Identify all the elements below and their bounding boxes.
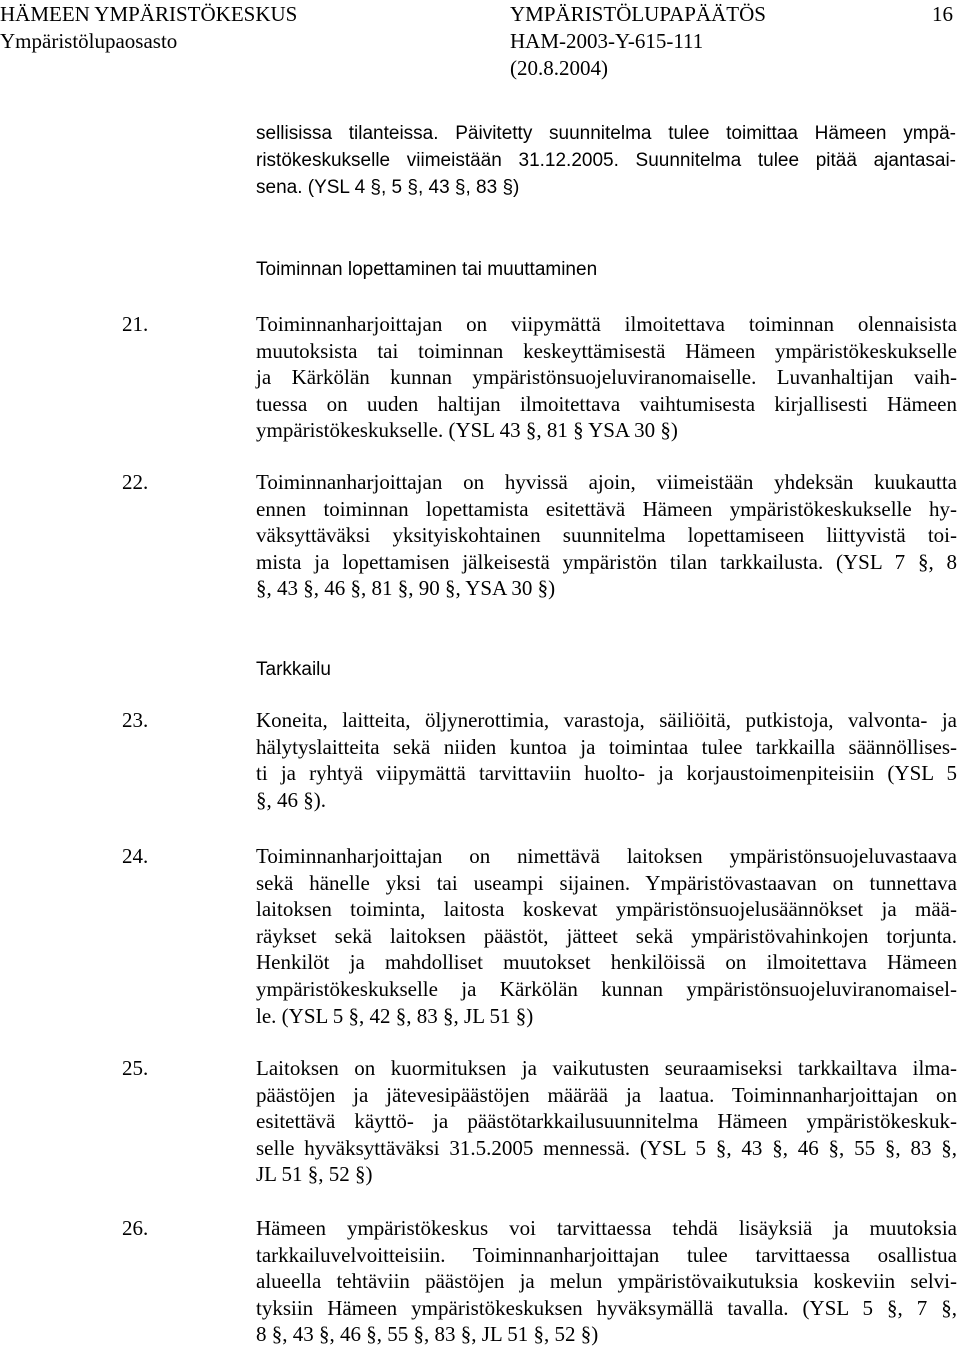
paragraph-line: ja Kärkölän kunnan ympäristönsuojeluviranomaiselle. Luvanhaltijan vaih- (256, 365, 957, 390)
paragraph-number: 21. (122, 312, 149, 336)
paragraph-line: tarkkailuvelvoitteisiin. Toiminnanharjoittajan tulee tarvittaessa osallistua (256, 1242, 957, 1267)
paragraph-line: ti ja ryhtyä viipymättä tarvittaviin huolto- ja korjaustoimenpiteisiin (YSL 5 (256, 761, 957, 786)
paragraph-number: 26. (122, 1216, 149, 1240)
paragraph-line: Henkilöt ja mahdolliset muutokset henkilöissä on ilmoitettava Hämeen (256, 950, 957, 975)
paragraph-line: ennen toiminnan lopettamista esitettävä Hämeen ympäristökeskukselle hy- (256, 496, 957, 521)
paragraph-line: väksyttäväksi yksityiskohtainen suunnitelma lopettamiseen liittyvistä toi- (256, 523, 957, 548)
paragraph-line: Hämeen ympäristökeskus voi tarvittaessa tehdä lisäyksiä ja muutoksia (256, 1216, 957, 1240)
section-heading-monitoring: Tarkkailu (256, 659, 331, 680)
paragraph-line: tyksiin Hämeen ympäristökeskuksen hyväksymällä tavalla. (YSL 5 §, 7 §, (256, 1295, 957, 1320)
paragraph-line: JL 51 §, 52 §) (256, 1162, 373, 1187)
decision-date: (20.8.2004) (510, 56, 608, 80)
paragraph-line: alueella tehtäviin päästöjen ja melun ympäristövaikutuksia koskeviin selvi- (256, 1269, 957, 1294)
paragraph-number: 22. (122, 470, 149, 494)
paragraph-line: Koneita, laitteita, öljynerottimia, varastoja, säiliöitä, putkistoja, valvonta- ja (256, 708, 957, 732)
authority-name: HÄMEEN YMPÄRISTÖKESKUS (0, 2, 298, 26)
paragraph-line: Toiminnanharjoittajan on nimettävä laitoksen ympäristönsuojeluvastaava (256, 844, 957, 868)
paragraph-24 (256, 843, 957, 1029)
document-type: YMPÄRISTÖLUPAPÄÄTÖS (510, 2, 766, 26)
paragraph-21 (256, 311, 957, 444)
case-number: HAM-2003-Y-615-111 (510, 29, 704, 53)
paragraph-line: 8 §, 43 §, 46 §, 55 §, 83 §, JL 51 §, 52 §) (256, 1322, 599, 1347)
paragraph-line: Toiminnanharjoittajan on viipymättä ilmoitettava toiminnan olennaisista (256, 312, 957, 336)
paragraph-22 (256, 469, 957, 602)
paragraph-line: ympäristökeskukselle ja Kärkölän kunnan ympäristönsuojeluviranomaisel- (256, 976, 957, 1001)
paragraph-line: Toiminnanharjoittajan on hyvissä ajoin, viimeistään yhdeksän kuukautta (256, 470, 957, 494)
paragraph-line: Laitoksen on kuormituksen ja vaikutusten seuraamiseksi tarkkailtava ilma- (256, 1056, 957, 1080)
intro-line: sena. (YSL 4 §, 5 §, 43 §, 83 §) (256, 177, 520, 198)
paragraph-line: §, 46 §). (256, 787, 326, 812)
paragraph-line: esitettävä käyttö- ja päästötarkkailusuunnitelma Hämeen ympäristökeskuk- (256, 1109, 957, 1134)
intro-line: sellisissa tilanteissa. Päivitetty suunnitelma tulee toimittaa Hämeen ympä- (256, 123, 956, 144)
paragraph-line: selle hyväksyttäväksi 31.5.2005 mennessä. (YSL 5 §, 43 §, 46 §, 55 §, 83 §, (256, 1135, 957, 1160)
page-number: 16 (932, 2, 953, 26)
paragraph-23 (256, 707, 957, 813)
intro-text (256, 120, 956, 201)
paragraph-line: muutoksista tai toiminnan keskeyttämisestä Hämeen ympäristökeskukselle (256, 338, 957, 363)
paragraph-line: ympäristökeskukselle. (YSL 43 §, 81 § YSA 30 §) (256, 418, 678, 443)
paragraph-number: 24. (122, 844, 149, 868)
paragraph-line: päästöjen ja jätevesipäästöjen määrää ja laatua. Toiminnanharjoittajan on (256, 1082, 957, 1107)
paragraph-line: le. (YSL 5 §, 42 §, 83 §, JL 51 §) (256, 1003, 534, 1028)
paragraph-line: laitoksen toiminta, laitosta koskevat ympäristönsuojelusäännökset ja mää- (256, 897, 957, 922)
paragraph-25 (256, 1055, 957, 1188)
intro-line: ristökeskukselle viimeistään 31.12.2005. Suunnitelma tulee pitää ajantasai- (256, 150, 956, 171)
paragraph-number: 23. (122, 708, 149, 732)
paragraph-26 (256, 1215, 957, 1348)
paragraph-line: mista ja lopettamisen jälkeisestä ympäristön tilan tarkkailusta. (YSL 7 §, 8 (256, 549, 957, 574)
paragraph-line: räykset sekä laitoksen päästöt, jätteet sekä ympäristövahinkojen torjunta. (256, 923, 957, 948)
section-heading-termination: Toiminnan lopettaminen tai muuttaminen (256, 259, 598, 280)
paragraph-line: hälytyslaitteita sekä niiden kuntoa ja toimintaa tulee tarkkailla säännöllises- (256, 734, 957, 759)
department-name: Ympäristölupaosasto (0, 29, 178, 53)
paragraph-line: §, 43 §, 46 §, 81 §, 90 §, YSA 30 §) (256, 576, 556, 601)
paragraph-number: 25. (122, 1056, 149, 1080)
paragraph-line: sekä hänelle yksi tai useampi sijainen. Ympäristövastaavan on tunnettava (256, 870, 957, 895)
paragraph-line: tuessa on uuden haltijan ilmoitettava vaihtumisesta kirjallisesti Hämeen (256, 391, 957, 416)
